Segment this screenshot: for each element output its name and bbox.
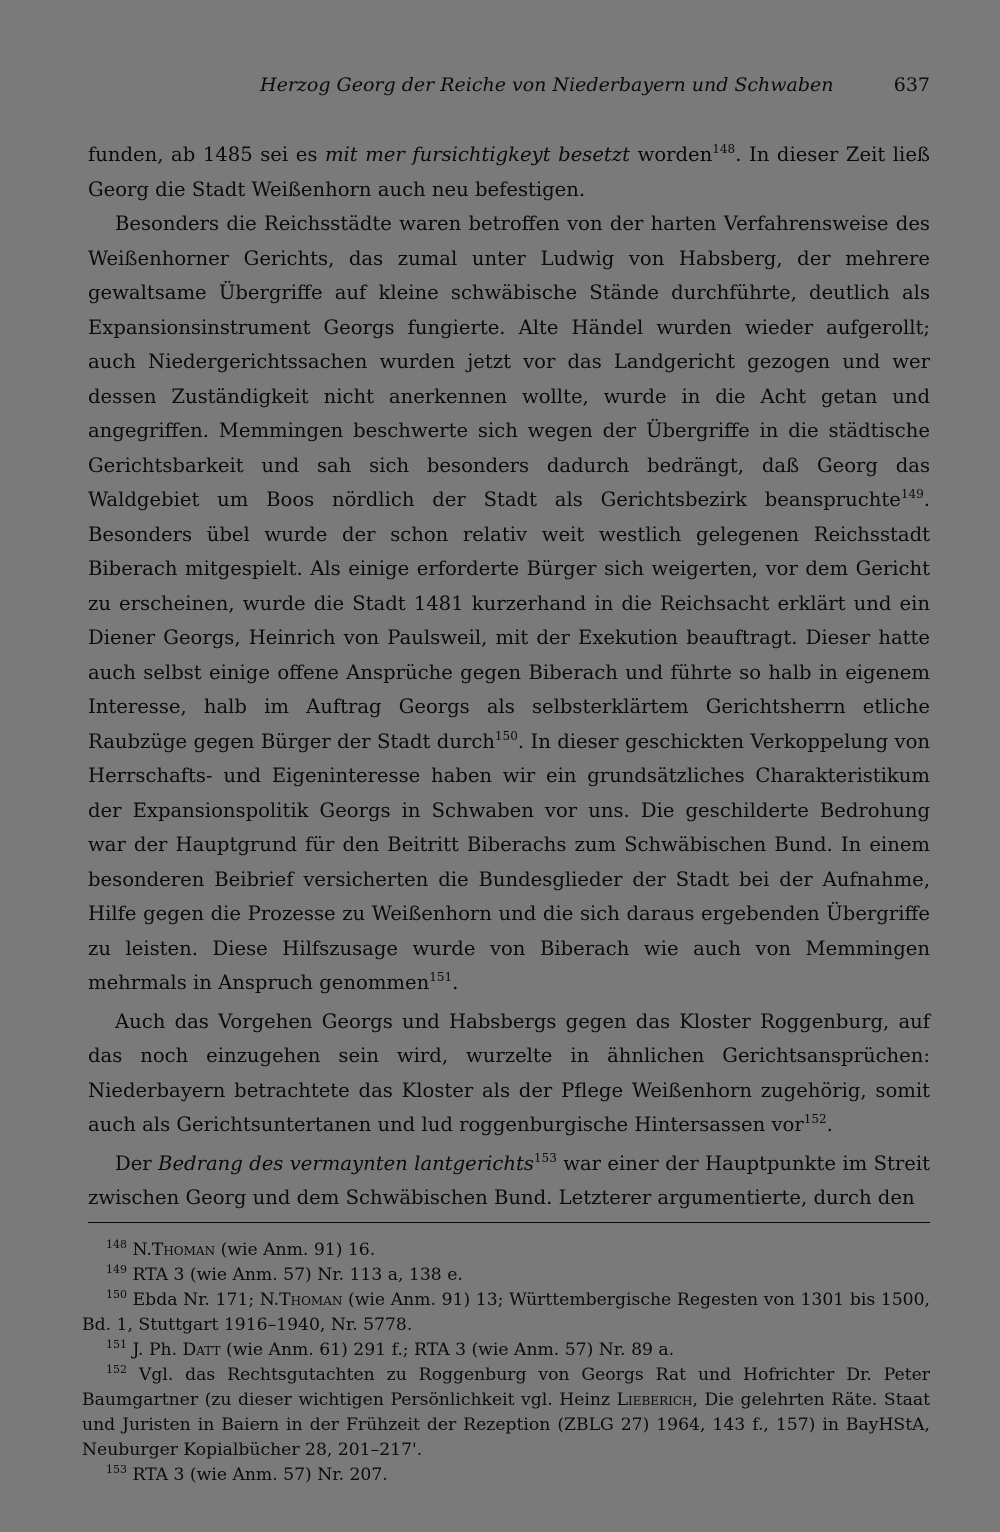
footnote-153: $^{153}$ RTA 3 (wie Anm. 57) Nr. 207. bbox=[106, 1463, 388, 1485]
main-text bbox=[88, 138, 930, 1216]
footnote-148: $^{148}$ N.Thoman (wie Anm. 91) 16. bbox=[106, 1238, 376, 1260]
footnote-ref-152: 152 bbox=[803, 1112, 827, 1126]
footnote-divider bbox=[88, 1222, 930, 1223]
footnote-ref-151: 151 bbox=[429, 970, 453, 984]
paragraph-4: Der Bedrang des vermaynten lantgerichts$^{153}$ war einer der Hauptpunkte im Streit zwischen Georg und dem Schwäbischen Bund. Letzterer argumentierte, durch den bbox=[88, 1150, 931, 1209]
footnotes bbox=[82, 1238, 930, 1488]
footnote-ref-153: 153 bbox=[533, 1150, 557, 1165]
page-header bbox=[88, 74, 930, 104]
paragraph-1: funden, ab 1485 sei es mit mer fursichtigkeyt besetzt worden$^{148}$. In dieser Zeit ließ Georg die Stadt Weißenhorn auch neu befestigen. bbox=[88, 142, 931, 201]
paragraph-2: Besonders die Reichsstädte waren betroffen von der harten Verfahrensweise des Weißenhorner Gerichts, das zumal unter Ludwig von Habsberg, der mehrere gewaltsame Übergriffe auf kleine schwäbische Stände durchführte, deutlich als Expansionsinstrument Georgs fungierte. Alte Händel wurden wieder aufgerollt; auch Niedergerichtssachen wurden jetzt vor das Landgericht gezogen und wer dessen Zuständigkeit nicht anerkennen wollte, wurde in die Acht getan und angegriffen. Memmingen beschwerte sich wegen der Übergriffe in die städtische Gerichtsbarkeit und sah sich besonders dadurch bedrängt, daß Georg das Waldgebiet um Boos nördlich der Stadt als Gerichtsbezirk beanspruchte$^{149}$. Besonders übel wurde der schon relativ weit westlich gelegenen Reichsstadt Biberach mitgespielt. Als einige erforderte Bürger sich weigerten, vor dem Gericht zu erscheinen, wurde die Stadt 1481 kurzerhand in die Reichsacht erklärt und ein Diener Georgs, Heinrich von Paulsweil, mit der Exekution beauftragt. Dieser hatte auch selbst einige offene Ansprüche gegen Biberach und führte so halb in eigenem Interesse, halb im Auftrag Georgs als selbsterklärtem Gerichtsherrn etliche Raubzüge gegen Bürger der Stadt durch$^{150}$. In dieser geschickten Verkoppelung von Herrschafts- und Eigeninteresse haben wir ein grundsätzliches Charakteristikum der Expansionspolitik Georgs in Schwaben vor uns. Die geschilderte Bedrohung war der Hauptgrund für den Beitritt Biberachs zum Schwäbischen Bund. In einem besonderen Beibrief versicherten die Bundesglieder der Stadt bei der Aufnahme, Hilfe gegen die Prozesse zu Weißenhorn und die sich daraus ergebenden Übergriffe zu leisten. Diese Hilfszusage wurde von Biberach wie auch von Memmingen mehrmals in Anspruch genommen$^{151}$. bbox=[88, 212, 930, 994]
footnote-ref-149: 149 bbox=[900, 487, 924, 501]
footnote-ref-148: 148 bbox=[712, 142, 736, 156]
footnote-152: $^{152}$ Vgl. das Rechtsgutachten zu Roggenburg von Georgs Rat und Hofrichter Dr. Peter Baumgartner (zu dieser wichtigen Persönlichkeit vgl. Heinz Lieberich, Die gelehrten Räte. Staat und Juristen in Baiern in der Frühzeit der Rezeption (ZBLG 27) 1964, 143 f., 157) in BayHStA, Neuburger Kopialbücher 28, 201–217'. bbox=[82, 1363, 931, 1460]
paragraph-3: Auch das Vorgehen Georgs und Habsbergs gegen das Kloster Roggenburg, auf das noch einzugehen sein wird, wurzelte in ähnlichen Gerichtsansprüchen: Niederbayern betrachtete das Kloster als der Pflege Weißenhorn zugehörig, somit auch als Gerichtsuntertanen und lud roggenburgische Hintersassen vor$^{152}$. bbox=[88, 1009, 930, 1136]
footnote-149: $^{149}$ RTA 3 (wie Anm. 57) Nr. 113 a, 138 e. bbox=[106, 1263, 463, 1285]
page-number: 637 bbox=[893, 74, 930, 96]
footnote-151: $^{151}$ J. Ph. Datt (wie Anm. 61) 291 f.; RTA 3 (wie Anm. 57) Nr. 89 a. bbox=[106, 1338, 675, 1360]
running-title: Herzog Georg der Reiche von Niederbayern und Schwaben bbox=[260, 74, 834, 96]
footnote-150: $^{150}$ Ebda Nr. 171; N.Thoman (wie Anm. 91) 13; Württembergische Regesten von 1301 bis 1500, Bd. 1, Stuttgart 1916–1940, Nr. 5778. bbox=[82, 1288, 930, 1335]
footnote-ref-150: 150 bbox=[494, 728, 518, 743]
